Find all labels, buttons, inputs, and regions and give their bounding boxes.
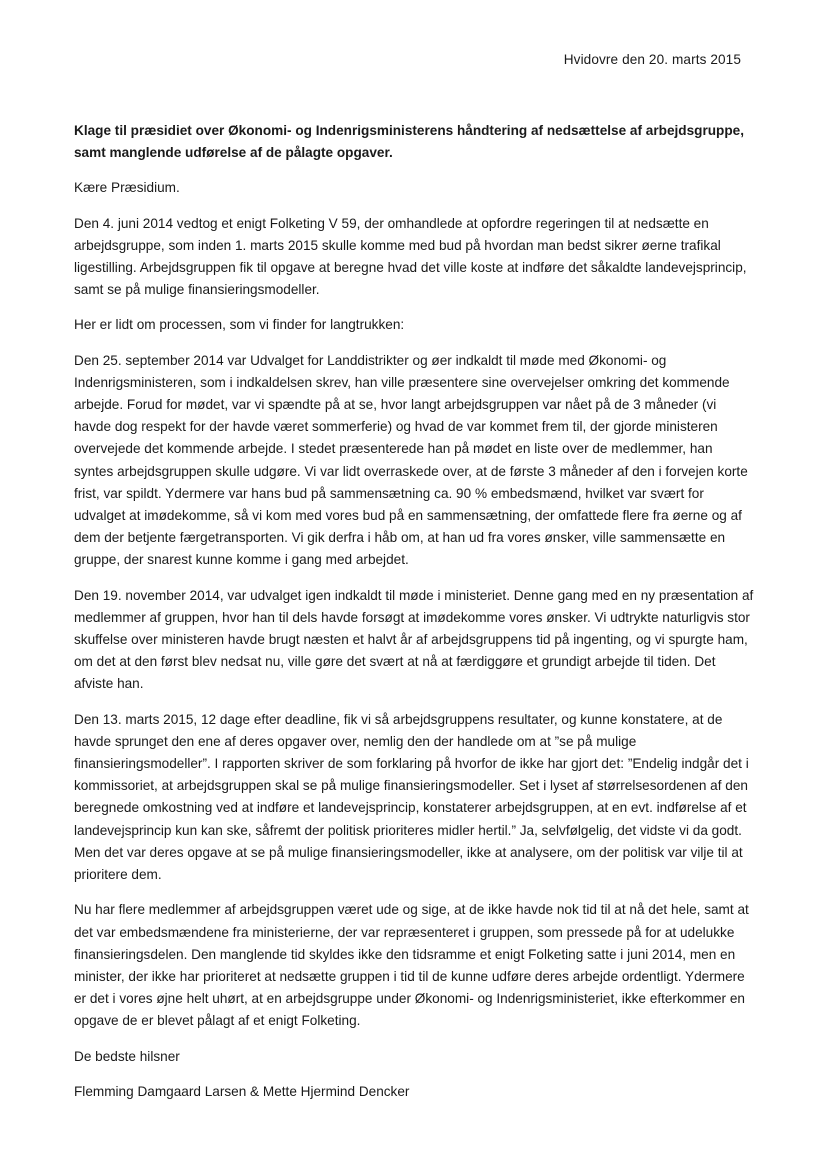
paragraph-resolution: Den 4. juni 2014 vedtog et enigt Folketing V 59, der omhandlede at opfordre regeringen til at nedsætte en arbejdsgruppe, som inden 1. marts 2015 skulle komme med bud på hvordan man bedst sikrer øerne trafikal ligestilling. Arbejdsgruppen fik til opgave at beregne hvad det ville koste at indføre det såkaldte landevejsprincip, samt se på mulige finansieringsmodeller.: [74, 215, 747, 298]
paragraph-process-intro: Her er lidt om processen, som vi finder for langtrukken:: [74, 317, 405, 333]
closing: De bedste hilsner: [74, 1048, 180, 1064]
letter-body: [74, 120, 754, 1103]
date-line: Hvidovre den 20. marts 2015: [563, 52, 741, 67]
paragraph-november-meeting: Den 19. november 2014, var udvalget igen indkaldt til møde i ministeriet. Denne gang med en ny præsentation af medlemmer af gruppen, hvor han til dels havde forsøgt at imødekomme vores ønsker. Vi udtrykte naturligvis stor skuffelse over ministeren havde brugt næsten et halvt år af arbejdsgruppens tid på ingenting, og vi spurgte ham, om det at den først blev nedsat nu, ville gøre det svært at nå at færdiggøre et grundigt arbejde til tiden. Det afviste han.: [74, 587, 754, 692]
signature: Flemming Damgaard Larsen & Mette Hjermind Dencker: [74, 1083, 410, 1099]
salutation: Kære Præsidium.: [74, 180, 180, 196]
paragraph-march-results: Den 13. marts 2015, 12 dage efter deadline, fik vi så arbejdsgruppens resultater, og kunne konstatere, at de havde sprunget den ene af deres opgaver over, nemlig den der handlede om at ”se på mulige finansieringsmodeller”. I rapporten skriver de som forklaring på hvorfor de ikke har gjort det: ”Endelig indgår det i kommissoriet, at arbejdsgruppen skal se på mulige finansieringsmodeller. Set i lyset af størrelsesordenen af den beregnede omkostning ved at indføre et landevejsprincip, konstaterer arbejdsgruppen, at en evt. indførelse af et landevejsprincip kun kan ske, såfremt der politisk prioriteres midler hertil.” Ja, selvfølgelig, det vidste vi da godt. Men det var deres opgave at se på mulige finansieringsmodeller, ikke at analysere, om der politisk var vilje til at prioritere dem.: [74, 711, 749, 883]
paragraph-conclusion: Nu har flere medlemmer af arbejdsgruppen været ude og sige, at de ikke havde nok tid til at nå det hele, samt at det var embedsmændene fra ministerierne, der var repræsenteret i gruppen, som pressede på for at udelukke finansieringsdelen. Den manglende tid skyldes ikke den tidsramme et enigt Folketing satte i juni 2014, men en minister, der ikke har prioriteret at nedsætte gruppen i tid til de kunne udføre deres arbejde ordentligt. Ydermere er det i vores øjne helt uhørt, at en arbejdsgruppe under Økonomi- og Indenrigsministeriet, ikke efterkommer en opgave de er blevet pålagt af et enigt Folketing.: [74, 902, 749, 1029]
paragraph-september-meeting: Den 25. september 2014 var Udvalget for Landdistrikter og øer indkaldt til møde med Økonomi- og Indenrigsministeren, som i indkaldelsen skrev, han ville præsentere sine overvejelser omkring det kommende arbejde. Forud for mødet, var vi spændte på at se, hvor langt arbejdsgruppen var nået på de 3 måneder (vi havde dog respekt for der havde været sommerferie) og hvad de var kommet frem til, der gjorde ministeren overvejede det kommende arbejde. I stedet præsenterede han på mødet en liste over de medlemmer, han syntes arbejdsgruppen skulle udgøre. Vi var lidt overraskede over, at de første 3 måneder af den i forvejen korte frist, var spildt. Ydermere var hans bud på sammensætning ca. 90 % embedsmænd, hvilket var svært for udvalget at imødekomme, så vi kom med vores bud på en sammensætning, der omfattede flere fra øerne og af dem der betjente færgetransporten. Vi gik derfra i håb om, at han ud fra vores ønsker, ville sammensætte en gruppe, der snarest kunne komme i gang med arbejdet.: [74, 352, 748, 568]
letter-title: Klage til præsidiet over Økonomi- og Indenrigsministerens håndtering af nedsættelse af arbejdsgruppe, samt manglende udførelse af de pålagte opgaver.: [74, 123, 744, 161]
